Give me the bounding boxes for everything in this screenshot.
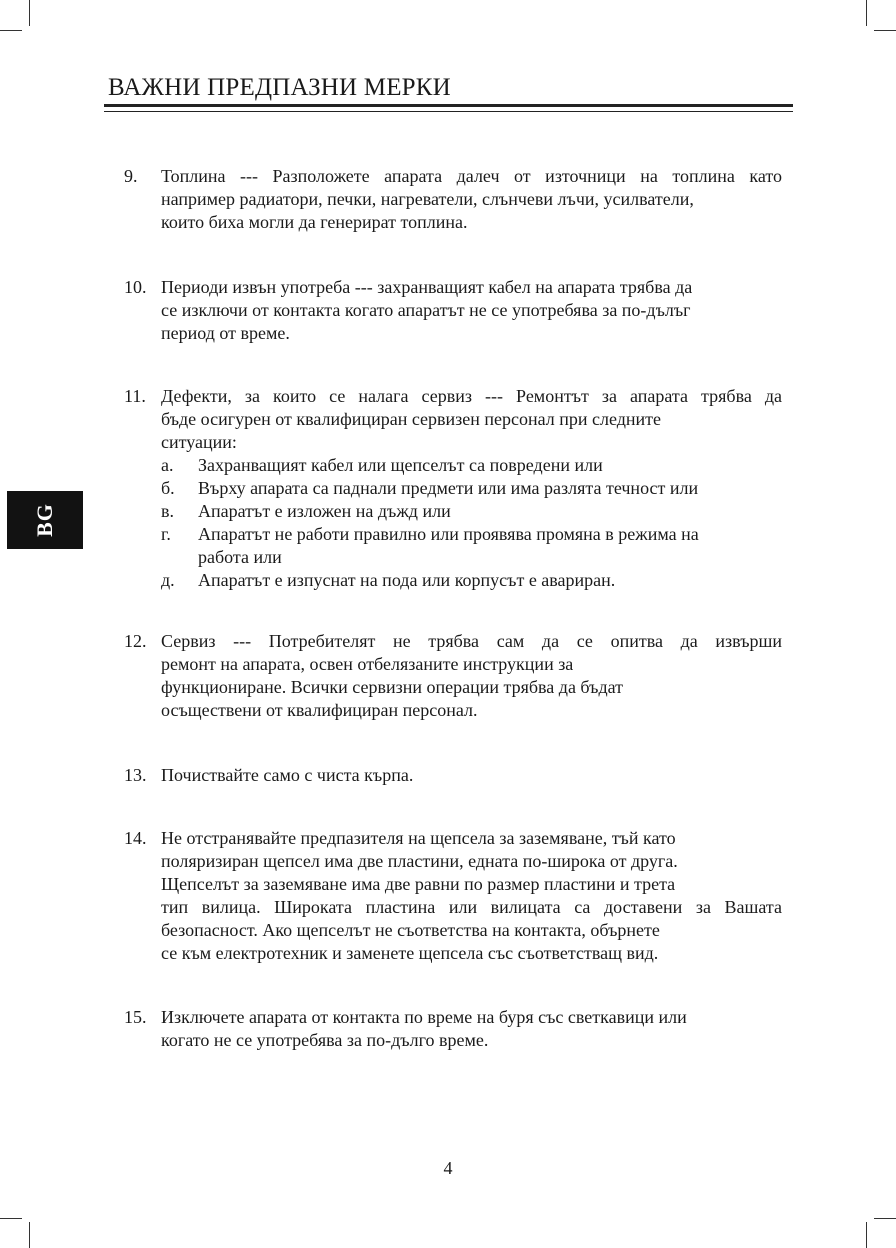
sub-item-text: Захранващият кабел или щепселът са повредени или — [198, 455, 603, 475]
list-item-14 — [124, 827, 782, 965]
item-number: 9. — [124, 166, 138, 186]
crop-mark — [874, 1218, 896, 1219]
list-item-13 — [124, 764, 782, 787]
language-tab-label: BG — [32, 503, 57, 537]
page-number: 4 — [443, 1158, 453, 1178]
sub-item — [161, 477, 782, 500]
language-tab — [7, 491, 83, 549]
item-line: Дефекти, за които се налага сервиз --- Ремонтът за апарата трябва да — [161, 386, 782, 406]
item-line: бъде осигурен от квалифициран сервизен персонал при следните — [161, 409, 662, 429]
item-line: безопасност. Ако щепселът не съответства на контакта, обърнете — [161, 920, 660, 940]
sub-item-letter: в. — [161, 501, 174, 521]
sub-item-letter: г. — [161, 524, 171, 544]
crop-mark — [866, 0, 867, 26]
item-number: 13. — [124, 765, 147, 785]
crop-mark — [874, 30, 896, 31]
item-line: се изключи от контакта когато апаратът не се употребява за по-дълъг — [161, 300, 691, 320]
item-number: 14. — [124, 828, 147, 848]
item-line: период от време. — [161, 323, 290, 343]
item-line: които биха могли да генерират топлина. — [161, 212, 468, 232]
list-item-12 — [124, 630, 782, 722]
sub-item-text: работа или — [198, 547, 282, 567]
list-item-10 — [124, 276, 782, 345]
item-line: Периоди извън употреба --- захранващият кабел на апарата трябва да — [161, 277, 693, 297]
crop-mark — [29, 0, 30, 26]
item-line: тип вилица. Широката пластина или вилицата са доставени за Вашата — [161, 897, 782, 917]
item-line: ремонт на апарата, освен отбелязаните инструкции за — [161, 654, 574, 674]
sub-list — [161, 454, 782, 592]
crop-mark — [0, 1218, 22, 1219]
item-line: поляризиран щепсел има две пластини, едната по-широка от друга. — [161, 851, 678, 871]
item-line: Топлина --- Разположете апарата далеч от източници на топлина като — [161, 166, 782, 186]
item-line: Почиствайте само с чиста кърпа. — [161, 765, 414, 785]
item-line: например радиатори, печки, нагреватели, слънчеви лъчи, усилватели, — [161, 189, 694, 209]
sub-item-text: Апаратът не работи правилно или проявява промяна в режима на — [198, 524, 699, 544]
item-line: функциониране. Всички сервизни операции трябва да бъдат — [161, 677, 623, 697]
sub-item — [161, 454, 782, 477]
sub-item-text: Върху апарата са паднали предмети или има разлята течност или — [198, 478, 699, 498]
header-rule-thin — [104, 111, 793, 112]
sub-item — [161, 500, 782, 523]
item-line: ситуации: — [161, 432, 237, 452]
crop-mark — [866, 1222, 867, 1248]
item-line: се към електротехник и заменете щепсела със съответстващ вид. — [161, 943, 659, 963]
crop-mark — [0, 30, 22, 31]
item-line: Сервиз --- Потребителят не трябва сам да се опитва да извърши — [161, 631, 782, 651]
header-rule-thick — [104, 104, 793, 107]
page-title: ВАЖНИ ПРЕДПАЗНИ МЕРКИ — [108, 74, 451, 101]
item-line: когато не се употребява за по-дълго време. — [161, 1030, 489, 1050]
list-item-11 — [124, 385, 782, 592]
sub-item-text: Апаратът е изложен на дъжд или — [198, 501, 451, 521]
item-line: осъществени от квалифициран персонал. — [161, 700, 478, 720]
sub-item — [161, 569, 782, 592]
item-number: 15. — [124, 1007, 147, 1027]
sub-item-letter: д. — [161, 570, 175, 590]
sub-item — [161, 523, 782, 569]
item-number: 11. — [124, 386, 146, 406]
crop-mark — [29, 1222, 30, 1248]
item-line: Не отстранявайте предпазителя на щепсела за заземяване, тъй като — [161, 828, 676, 848]
item-number: 12. — [124, 631, 147, 651]
sub-item-letter: a. — [161, 455, 174, 475]
list-item-15 — [124, 1006, 782, 1052]
item-number: 10. — [124, 277, 147, 297]
sub-item-letter: б. — [161, 478, 175, 498]
item-line: Изключете апарата от контакта по време на буря със светкавици или — [161, 1007, 687, 1027]
list-item-9 — [124, 165, 782, 234]
item-line: Щепселът за заземяване има две равни по размер пластини и трета — [161, 874, 676, 894]
sub-item-text: Апаратът е изпуснат на пода или корпусът е авариран. — [198, 570, 616, 590]
